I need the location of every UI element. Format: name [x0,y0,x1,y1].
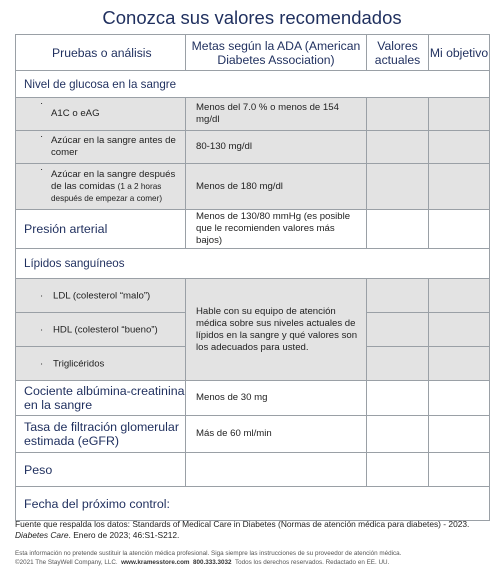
footer [15,549,495,567]
current-value-pressure[interactable] [367,210,429,249]
goal-blood-pressure: Menos de 130/80 mmHg (es posible que le recomienden valores más bajos) [186,210,367,249]
goal-pre-meal-glucose: 80-130 mg/dl [186,131,367,164]
page-title: Conozca sus valores recomendados [102,7,402,28]
current-values-lipids[interactable] [367,279,429,381]
my-goal-post-meal[interactable] [429,164,490,210]
test-weight: Peso [16,453,186,487]
table-row [16,98,490,131]
test-blood-pressure: Presión arterial [16,210,186,249]
lipids-section-row [16,249,490,279]
lipid-tests [16,279,186,381]
goal-egfr: Más de 60 ml/min [186,416,367,453]
test-a1c: · A1C o eAG [16,98,186,131]
next-control-label[interactable]: Fecha del próximo control: [16,487,490,521]
goal-weight [186,453,367,487]
test-albumin-creatinine: Cociente albúmina-creatinina en la sangre [16,381,186,416]
header-row [16,35,490,71]
table-row [16,416,490,453]
goal-post-meal-glucose: Menos de 180 mg/dl [186,164,367,210]
journal-name: Diabetes Care [15,530,69,540]
lipids-rows [16,279,490,381]
current-value-a1c[interactable] [367,98,429,131]
current-value-post-meal[interactable] [367,164,429,210]
post-meal-note: (1 a 2 horas después de empezar a comer) [51,181,163,203]
my-goal-albumin[interactable] [429,381,490,416]
list-item: · HDL (colesterol “bueno”) [16,313,185,347]
disclaimer: Esta información no pretende sustituir la atención médica profesional. Siga siempre las instrucciones de su proveedor de atención médica. [15,550,402,557]
my-goal-a1c[interactable] [429,98,490,131]
my-goals-lipids[interactable] [429,279,490,381]
website-link[interactable]: www.kramesstore.com [121,559,190,566]
header-tests: Pruebas o análisis [16,35,186,71]
table-row [16,210,490,249]
list-item: · LDL (colesterol “malo”) [16,279,185,313]
my-goal-egfr[interactable] [429,416,490,453]
my-goal-pre-meal[interactable] [429,131,490,164]
my-goal-weight[interactable] [429,453,490,487]
table-row [16,131,490,164]
test-egfr: Tasa de filtración glomerular estimada (eGFR) [16,416,186,453]
test-pre-meal-glucose: · Azúcar en la sangre antes de comer [16,131,186,164]
goal-lipids: Hable con su equipo de atención médica sobre sus niveles actuales de lípidos en la sangre y qué valores son los adecuados para usted. [186,279,367,381]
next-control-row [16,487,490,521]
goal-albumin-creatinine: Menos de 30 mg [186,381,367,416]
phone-number: 800.333.3032 [193,559,232,566]
source-note: Fuente que respalda los datos: Standards of Medical Care in Diabetes (Normas de atención médica para diabetes) - 2023. Diabetes Care. Enero de 2023; 46:S1-S212. [15,519,470,540]
glucose-section-row [16,71,490,98]
table-row [16,381,490,416]
my-goal-pressure[interactable] [429,210,490,249]
test-post-meal-glucose: · Azúcar en la sangre después de las comidas (1 a 2 horas después de empezar a comer) [16,164,186,210]
values-table [15,34,490,521]
header-current-values: Valores actuales [367,35,429,71]
table-row [16,164,490,210]
lipids-section-label: Lípidos sanguíneos [16,249,490,279]
goal-a1c: Menos del 7.0 % o menos de 154 mg/dl [186,98,367,131]
header-ada-goals: Metas según la ADA (American Diabetes Association) [186,35,367,71]
table-row [16,453,490,487]
current-value-albumin[interactable] [367,381,429,416]
current-value-pre-meal[interactable] [367,131,429,164]
copyright-line: ©2021 The StayWell Company, LLC. www.kramesstore.com 800.333.3032 Todos los derechos reservados. Redactado en EE. UU. [15,559,390,566]
header-my-goal: Mi objetivo [429,35,490,71]
current-value-weight[interactable] [367,453,429,487]
glucose-section-label: Nivel de glucosa en la sangre [16,71,490,98]
list-item: · Triglicéridos [40,358,105,369]
current-value-egfr[interactable] [367,416,429,453]
